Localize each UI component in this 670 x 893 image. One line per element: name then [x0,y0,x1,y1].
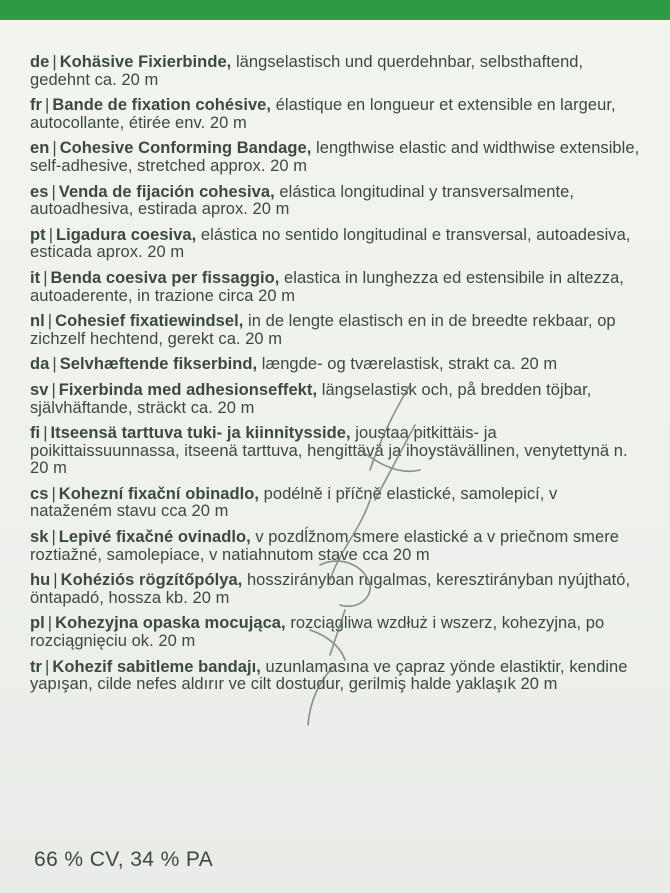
separator: | [47,614,53,633]
product-name: Kohezní fixační obinadlo, [58,484,259,503]
product-description: længde- og tværelastisk, strakt ca. 20 m [261,355,558,374]
entry-it [30,270,642,305]
entry-en [30,140,642,175]
language-code: hu [30,571,51,590]
product-name: Kohéziós rögzítőpólya, [60,571,243,590]
entry-tr [30,659,642,694]
entry-da [30,356,642,374]
product-description: hosszirányban rugalmas, keresztirányban nyújtható, öntapadó, hossza kb. 20 m [30,571,631,607]
entry-es [30,184,642,219]
entry-nl [30,313,642,348]
separator: | [51,380,56,399]
separator: | [52,355,57,374]
product-name: Fixerbinda med adhesionseffekt, [58,380,318,399]
separator: | [51,528,56,547]
language-code: sk [30,528,49,547]
product-name: Cohesief fixatiewindsel, [55,312,244,331]
product-name: Venda de fijación cohesiva, [58,182,275,201]
product-name: Lepivé fixačné ovinadlo, [58,528,251,547]
separator: | [45,96,50,115]
separator: | [45,657,50,676]
product-name: Itseensä tarttuva tuki- ja kiinnitysside, [50,424,351,443]
product-name: Cohesive Conforming Bandage, [59,139,312,158]
language-code: sv [30,380,49,399]
entry-pt [30,227,642,262]
language-code: pt [30,225,46,244]
product-description: lengthwise elastic and widthwise extensible, self-adhesive, stretched approx. 20 m [30,139,640,175]
entry-hu [30,572,642,607]
product-name: Kohäsive Fixierbinde, [59,53,232,71]
product-description: uzunlamasına ve çapraz yönde elastiktir, kendine yapışan, cilde nefes aldırır ve cilt dostudur, gerilmiş halde yaklaşık 20 m [30,657,628,694]
product-name: Kohezyjna opaska mocująca, [55,614,286,633]
separator: | [43,268,48,287]
product-description: v pozdĺžnom smere elastické a v priečnom smere roztiažné, samolepiace, v natiahnutom stave cca 20 m [30,528,619,564]
separator: | [52,53,57,71]
product-description: längselastisch und querdehnbar, selbsthaftend, gedehnt ca. 20 m [30,53,584,89]
entry-cs [30,486,642,521]
entry-de [30,54,642,89]
product-name: Bande de fixation cohésive, [52,96,272,115]
product-name: Benda coesiva per fissaggio, [50,268,280,287]
product-description: podélně i příčně elastické, samolepicí, v nataženém stavu cca 20 m [30,484,558,521]
language-code: fi [30,424,41,443]
product-description: elástica longitudinal y transversalmente, autoadhesiva, estirada aprox. 20 m [30,182,574,219]
label-panel [0,20,670,893]
language-entries [30,54,642,702]
product-description: joustaa pitkittäis- ja poikittaissuunnassa, itseenä tarttuva, hengittävä ja ihoystävällinen, venytettynä n. 20 m [30,424,628,478]
product-name: Kohezif sabitleme bandajı, [52,657,261,676]
entry-pl [30,615,642,650]
entry-sv [30,382,642,417]
material-composition: 66 % CV, 34 % PA [34,848,214,871]
product-description: rozciągliwa wzdłuż i wszerz, kohezyjna, po rozciągnięciu ok. 20 m [30,614,605,651]
product-name: Ligadura coesiva, [56,225,197,244]
language-code: cs [30,484,49,503]
top-green-stripe [0,0,670,20]
separator: | [52,139,57,158]
language-code: da [30,355,50,374]
language-code: tr [30,657,43,676]
separator: | [53,571,58,590]
entry-sk [30,529,642,564]
separator: | [48,225,54,244]
language-code: es [30,182,49,201]
separator: | [51,182,56,201]
entry-fi [30,425,642,478]
product-description: élastique en longueur et extensible en largeur, autocollante, étirée env. 20 m [30,96,616,132]
separator: | [51,484,56,503]
product-description: in de lengte elastisch en in de breedte rekbaar, op zichzelf hechtend, gerekt ca. 20 m [30,312,616,348]
language-code: fr [30,96,43,115]
language-code: nl [30,312,45,331]
product-description: elastica in lunghezza ed estensibile in altezza, autoaderente, in trazione circa 20 m [30,268,624,305]
language-code: en [30,139,50,158]
product-description: längselastisk och, på bredden töjbar, självhäftande, sträckt ca. 20 m [30,380,592,417]
product-description: elástica no sentido longitudinal e transversal, autoadesiva, esticada aprox. 20 m [30,225,631,262]
language-code: it [30,268,41,287]
product-name: Selvhæftende fikserbind, [59,355,258,374]
language-code: de [30,53,50,71]
language-code: pl [30,614,45,633]
separator: | [47,312,53,331]
entry-fr [30,97,642,132]
separator: | [43,424,48,443]
